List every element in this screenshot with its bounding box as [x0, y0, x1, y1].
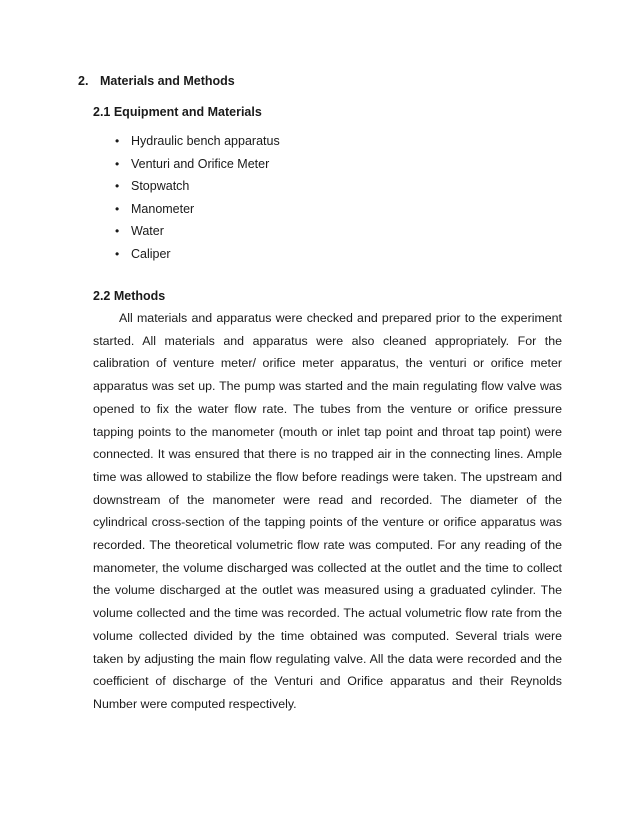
section-heading — [78, 74, 235, 88]
methods-paragraph: All materials and apparatus were checked and prepared prior to the experiment started. All materials and apparatus were also cleaned appropriately. For the calibration of venture meter/ orifice meter apparatus, the venturi or orifice meter apparatus was set up. The pump was started and the main regulating flow valve was opened to fix the water flow rate. The tubes from the venture or orifice pressure tapping points to the manometer (mouth or inlet tap point and throat tap point) were connected. It was ensured that there is no trapped air in the connecting lines. Ample time was allowed to stabilize the flow before readings were taken. The upstream and downstream of the manometer were read and recorded. The diameter of the cylindrical cross-section of the tapping points of the venture or orifice apparatus was recorded. The theoretical volumetric flow rate was computed. For any reading of the manometer, the volume discharged was collected at the outlet and the time to collect the volume discharged at the outlet was measured using a graduated cylinder. The volume collected and the time was recorded. The actual volumetric flow rate from the volume collected divided by the time obtained was computed. Several trials were taken by adjusting the main flow regulating valve. All the data were recorded and the coefficient of discharge of the Venturi and Orifice apparatus and their Reynolds Number were computed respectively. — [93, 311, 562, 711]
section-title: Materials and Methods — [100, 74, 235, 88]
subsection-methods-heading: 2.2 Methods — [93, 289, 166, 303]
list-item-text: Venturi and Orifice Meter — [131, 156, 270, 171]
bullet-icon: • — [115, 179, 120, 194]
bullet-icon: • — [115, 134, 120, 148]
list-item-text: Stopwatch — [131, 179, 190, 194]
list-item-text: Manometer — [131, 201, 195, 216]
list-item-text: Water — [131, 224, 164, 239]
bullet-icon: • — [115, 246, 120, 261]
list-item-text: Hydraulic bench apparatus — [131, 134, 280, 148]
bullet-icon: • — [115, 201, 120, 216]
subsection-equipment-heading: 2.1 Equipment and Materials — [93, 105, 262, 119]
section-number: 2. — [78, 74, 89, 88]
list-item-text: Caliper — [131, 246, 171, 261]
bullet-icon: • — [115, 156, 120, 171]
bullet-icon: • — [115, 224, 120, 239]
